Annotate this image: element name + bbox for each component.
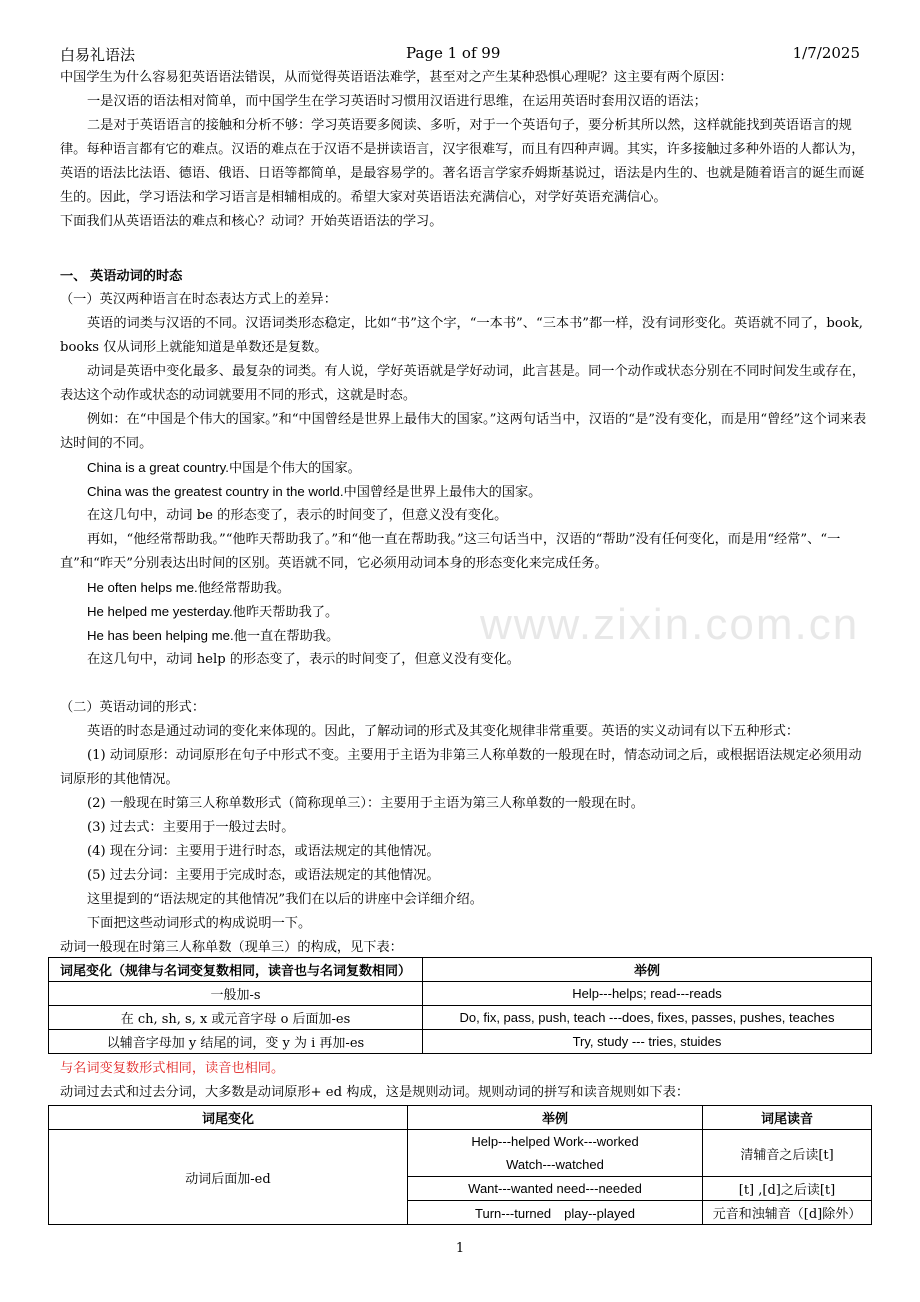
section-heading: 一、 英语动词的时态 [60, 268, 183, 283]
example-sentence: He often helps me.他经常帮助我。 [87, 580, 291, 595]
table-cell: 在 ch, sh, s, x 或元音字母 o 后面加-es [49, 1006, 423, 1030]
table-cell: 清辅音之后读[t] [703, 1130, 872, 1177]
intro-paragraph: 下面我们从英语语法的难点和核心？动词？开始英语语法的学习。 [60, 214, 443, 229]
header-date: 1/7/2025 [792, 44, 860, 62]
verb-form-item: (4) 现在分词：主要用于进行时态，或语法规定的其他情况。 [87, 844, 440, 859]
table-header-cell: 举例 [423, 958, 872, 982]
page-header [60, 44, 860, 66]
subsection-heading: （一）英汉两种语言在时态表达方式上的差异： [60, 292, 337, 307]
body-paragraph: 英语的时态是通过动词的变化来体现的。因此，了解动词的形式及其变化规律非常重要。英语的实义动词有以下五种形式： [87, 724, 800, 739]
table-header-row [49, 1106, 872, 1130]
body-content [60, 66, 872, 960]
past-tense-paragraph: 动词过去式和过去分词，大多数是动词原形+ ed 构成，这是规则动词。规则动词的拼写和读音规则如下表： [60, 1085, 690, 1100]
header-page-number: Page 1 of 99 [406, 44, 501, 62]
table-cell: 以辅音字母加 y 结尾的词，变 y 为 i 再加-es [49, 1030, 423, 1054]
body-paragraph: 英语的词类与汉语的不同。汉语词类形态稳定，比如“书”这个字，“一本书”、“三本书”都一样，没有词形变化。英语就不同了，book, books 仅从词形上就能知道是单数还是复数。 [60, 316, 863, 355]
past-tense-table [48, 1105, 872, 1225]
table-cell: 动词后面加-ed [49, 1130, 408, 1225]
table-header-row [49, 958, 872, 982]
example-sentence: China was the greatest country in the world.中国曾经是世界上最伟大的国家。 [87, 484, 542, 499]
red-note: 与名词变复数形式相同，读音也相同。 [60, 1061, 285, 1076]
table-row [49, 1130, 872, 1177]
example-line: Watch---watched [506, 1157, 604, 1172]
table-row [49, 982, 872, 1006]
verb-form-item: (2) 一般现在时第三人称单数形式（简称现单三）：主要用于主语为第三人称单数的一般现在时。 [87, 796, 644, 811]
table-cell: 一般加-s [49, 982, 423, 1006]
intro-paragraph: 中国学生为什么容易犯英语语法错误，从而觉得英语语法难学，甚至对之产生某种恐惧心理呢？这主要有两个原因： [60, 70, 733, 85]
table-row [49, 1030, 872, 1054]
body-paragraph: 例如：在“中国是个伟大的国家。”和“中国曾经是世界上最伟大的国家。”这两句话当中，汉语的“是”没有变化，而是用“曾经”这个词来表达时间的不同。 [60, 412, 867, 451]
table-cell: [t] ,[d]之后读[t] [703, 1177, 872, 1201]
third-person-table [48, 957, 872, 1054]
table-header-cell: 词尾读音 [703, 1106, 872, 1130]
table-header-cell: 词尾变化 [49, 1106, 408, 1130]
body-paragraph: 在这几句中，动词 be 的形态变了，表示的时间变了，但意义没有变化。 [87, 508, 508, 523]
table-header-cell: 举例 [408, 1106, 703, 1130]
example-sentence: He helped me yesterday.他昨天帮助我了。 [87, 604, 339, 619]
table-cell: Turn---turned play--played [408, 1201, 703, 1225]
body-paragraph: 动词是英语中变化最多、最复杂的词类。有人说，学好英语就是学好动词，此言甚是。同一个动作或状态分别在不同时间发生或存在，表达这个动作或状态的动词就要用不同的形式，这就是时态。 [60, 364, 866, 403]
table-header-cell: 词尾变化（规律与名词变复数相同，读音也与名词复数相同） [49, 958, 423, 982]
header-title: 白易礼语法 [60, 46, 136, 64]
intro-paragraph: 一是汉语的语法相对简单，而中国学生在学习英语时习惯用汉语进行思维，在运用英语时套用汉语的语法； [87, 94, 707, 109]
table-cell: 元音和浊辅音（[d]除外） [703, 1201, 872, 1225]
table-cell: Try, study --- tries, stuides [423, 1030, 872, 1054]
body-paragraph: 再如，“他经常帮助我。”“他昨天帮助我了。”和“他一直在帮助我。”这三句话当中，汉语的“帮助”没有任何变化，而是用“经常”、“一直”和“昨天”分别表达出时间的区别。英语就不同，它必须用动词本身的形态变化来完成任务。 [60, 532, 841, 571]
verb-form-item: (5) 过去分词：主要用于完成时态，或语法规定的其他情况。 [87, 868, 440, 883]
body-paragraph: 这里提到的“语法规定的其他情况”我们在以后的讲座中会详细介绍。 [87, 892, 483, 907]
watermark: www.zixin.com.cn [480, 600, 860, 649]
body-paragraph: 下面把这些动词形式的构成说明一下。 [87, 916, 312, 931]
table-cell: Want---wanted need---needed [408, 1177, 703, 1201]
body-paragraph: 在这几句中，动词 help 的形态变了，表示的时间变了，但意义没有变化。 [87, 652, 520, 667]
example-line: Help---helped Work---worked [471, 1134, 639, 1149]
intro-paragraph: 二是对于英语语言的接触和分析不够：学习英语要多阅读、多听，对于一个英语句子，要分析其所以然，这样就能找到英语语言的规律。每种语言都有它的难点。汉语的难点在于汉语不是拼读语言，汉字很难写，而且有四种声调。其实，许多接触过多种外语的人都认为，英语的语法比法语、德语、俄语、日语等都简单，是最容易学的。著名语言学家乔姆斯基说过，语法是内生的、也就是随着语言的诞生而诞生的。因此，学习语法和学习语言是相辅相成的。希望大家对英语语法充满信心，对学好英语充满信心。 [60, 118, 865, 205]
example-sentence: China is a great country.中国是个伟大的国家。 [87, 460, 361, 475]
table-cell: Help---helps; read---reads [423, 982, 872, 1006]
table-caption: 动词一般现在时第三人称单数（现单三）的构成，见下表： [60, 940, 403, 955]
table-cell: Do, fix, pass, push, teach ---does, fixes, passes, pushes, teaches [423, 1006, 872, 1030]
verb-form-item: (1) 动词原形：动词原形在句子中形式不变。主要用于主语为非第三人称单数的一般现在时，情态动词之后，或根据语法规定必须用动词原形的其他情况。 [60, 748, 862, 787]
table-row [49, 1006, 872, 1030]
verb-form-item: (3) 过去式：主要用于一般过去时。 [87, 820, 295, 835]
example-sentence: He has been helping me.他一直在帮助我。 [87, 628, 340, 643]
subsection-heading: （二）英语动词的形式： [60, 700, 206, 715]
page-footer-number: 1 [455, 1241, 465, 1256]
table-cell [408, 1130, 703, 1177]
